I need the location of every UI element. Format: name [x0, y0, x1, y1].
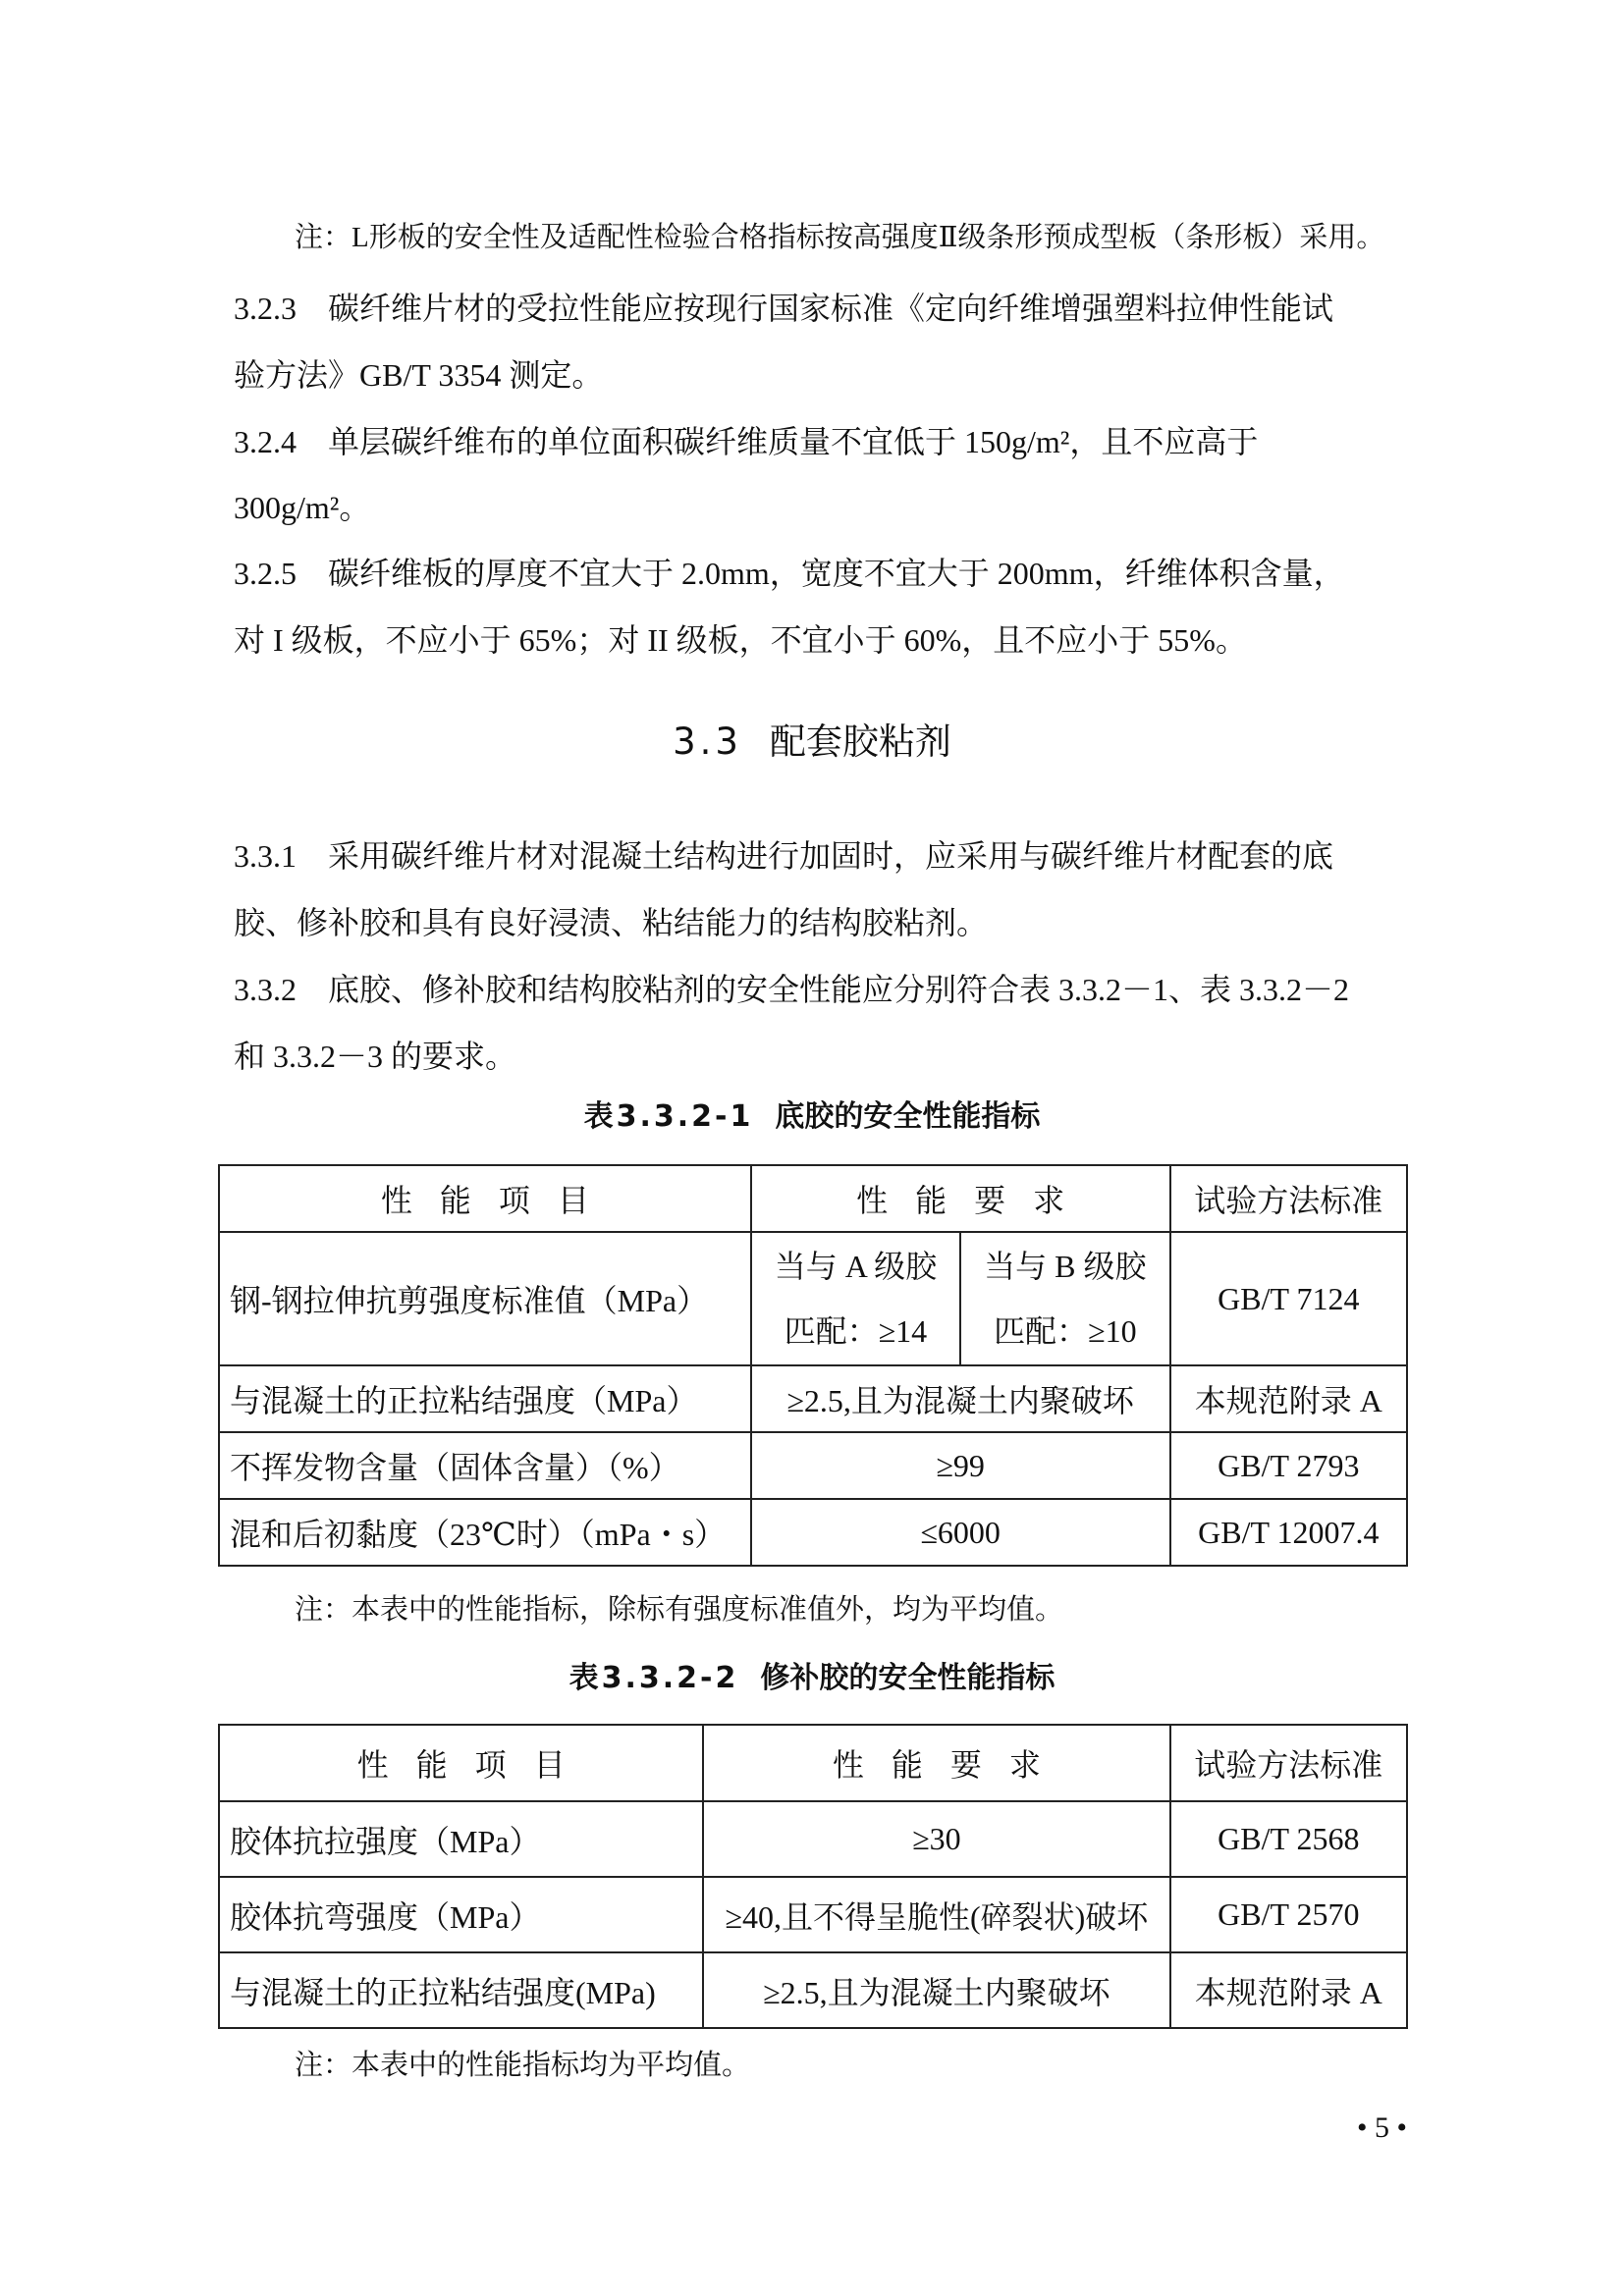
table-row	[219, 1432, 1407, 1499]
table1-row1-req-b: 当与 B 级胶 匹配：≥10	[960, 1232, 1169, 1365]
section-title: 配套胶粘剂	[769, 721, 951, 763]
table1-row4-req: ≤6000	[751, 1499, 1170, 1566]
table-row	[219, 1499, 1407, 1566]
table2-caption	[0, 1659, 1624, 1698]
clause-3-3-2-line1: 3.3.2 底胶、修补胶和结构胶粘剂的安全性能应分别符合表 3.3.2－1、表 3.3.2－2	[234, 972, 1350, 1007]
table1-number: 表3.3.2-1	[583, 1099, 754, 1134]
table2-row2-req: ≥40,且不得呈脆性(碎裂状)破坏	[703, 1877, 1169, 1952]
table2-row1-method: GB/T 2568	[1170, 1801, 1407, 1877]
table2-row3-req: ≥2.5,且为混凝土内聚破坏	[703, 1952, 1169, 2028]
table-row	[219, 1232, 1407, 1365]
clause-3-2-4-line2: 300g/m²。	[234, 490, 371, 525]
table1-row4-method: GB/T 12007.4	[1170, 1499, 1407, 1566]
table2-row1-item: 胶体抗拉强度（MPa）	[219, 1801, 703, 1877]
table1-row3-method: GB/T 2793	[1170, 1432, 1407, 1499]
table1-row4-item: 混和后初黏度（23℃时）（mPa・s）	[219, 1499, 751, 1566]
table1-row1-method: GB/T 7124	[1170, 1232, 1407, 1365]
table1-row3-req: ≥99	[751, 1432, 1170, 1499]
section-heading	[0, 719, 1624, 766]
table1-title: 底胶的安全性能指标	[775, 1099, 1041, 1134]
clause-3-2-3-line2: 验方法》GB/T 3354 测定。	[234, 357, 604, 393]
table1-row2-item: 与混凝土的正拉粘结强度（MPa）	[219, 1365, 751, 1432]
table1-row2-req: ≥2.5,且为混凝土内聚破坏	[751, 1365, 1170, 1432]
clause-3-2-3-line1: 3.2.3 碳纤维片材的受拉性能应按现行国家标准《定向纤维增强塑料拉伸性能试	[234, 291, 1334, 326]
page-number: • 5 •	[1357, 2111, 1408, 2144]
table1-header-requirement: 性能要求	[751, 1165, 1170, 1232]
table1-row1-req-a: 当与 A 级胶 匹配：≥14	[751, 1232, 960, 1365]
table2-row1-req: ≥30	[703, 1801, 1169, 1877]
table1-row2-method: 本规范附录 A	[1170, 1365, 1407, 1432]
table-row	[219, 1365, 1407, 1432]
table2	[218, 1724, 1408, 2029]
table1	[218, 1164, 1408, 1567]
table1-header-item: 性能项目	[219, 1165, 751, 1232]
table2-header-requirement: 性能要求	[703, 1725, 1169, 1801]
clause-3-2-5-line2: 对 I 级板，不应小于 65%；对 II 级板，不宜小于 60%，且不应小于 55%。	[234, 622, 1247, 658]
table1-row3-item: 不挥发物含量（固体含量）（%）	[219, 1432, 751, 1499]
table2-title: 修补胶的安全性能指标	[760, 1661, 1056, 1695]
table1-header-row	[219, 1165, 1407, 1232]
table2-header-row	[219, 1725, 1407, 1801]
table-row	[219, 1801, 1407, 1877]
clause-3-3-1-line2: 胶、修补胶和具有良好浸渍、粘结能力的结构胶粘剂。	[234, 905, 989, 940]
note-l-plate: 注：L形板的安全性及适配性检验合格指标按高强度Ⅱ级条形预成型板（条形板）采用。	[295, 222, 1385, 253]
clause-3-2-5-line1: 3.2.5 碳纤维板的厚度不宜大于 2.0mm，宽度不宜大于 200mm，纤维体积含量，	[234, 556, 1345, 591]
clause-3-2-4-line1: 3.2.4 单层碳纤维布的单位面积碳纤维质量不宜低于 150g/m²，且不应高于	[234, 424, 1259, 459]
table2-row3-item: 与混凝土的正拉粘结强度(MPa)	[219, 1952, 703, 2028]
table2-header-method: 试验方法标准	[1170, 1725, 1407, 1801]
table1-note: 注：本表中的性能指标，除标有强度标准值外，均为平均值。	[295, 1594, 1064, 1626]
section-number: 3.3	[673, 721, 742, 763]
table2-number: 表3.3.2-2	[568, 1661, 739, 1695]
table-row	[219, 1952, 1407, 2028]
clause-3-3-2-line2: 和 3.3.2－3 的要求。	[234, 1039, 517, 1074]
table1-row1-item: 钢-钢拉伸抗剪强度标准值（MPa）	[219, 1232, 751, 1365]
table2-row2-item: 胶体抗弯强度（MPa）	[219, 1877, 703, 1952]
table1-header-method: 试验方法标准	[1170, 1165, 1407, 1232]
clause-3-3-1-line1: 3.3.1 采用碳纤维片材对混凝土结构进行加固时，应采用与碳纤维片材配套的底	[234, 838, 1334, 874]
table2-note: 注：本表中的性能指标均为平均值。	[295, 2050, 751, 2081]
table2-header-item: 性能项目	[219, 1725, 703, 1801]
table2-row2-method: GB/T 2570	[1170, 1877, 1407, 1952]
table1-caption	[0, 1097, 1624, 1137]
table-row	[219, 1877, 1407, 1952]
table2-row3-method: 本规范附录 A	[1170, 1952, 1407, 2028]
